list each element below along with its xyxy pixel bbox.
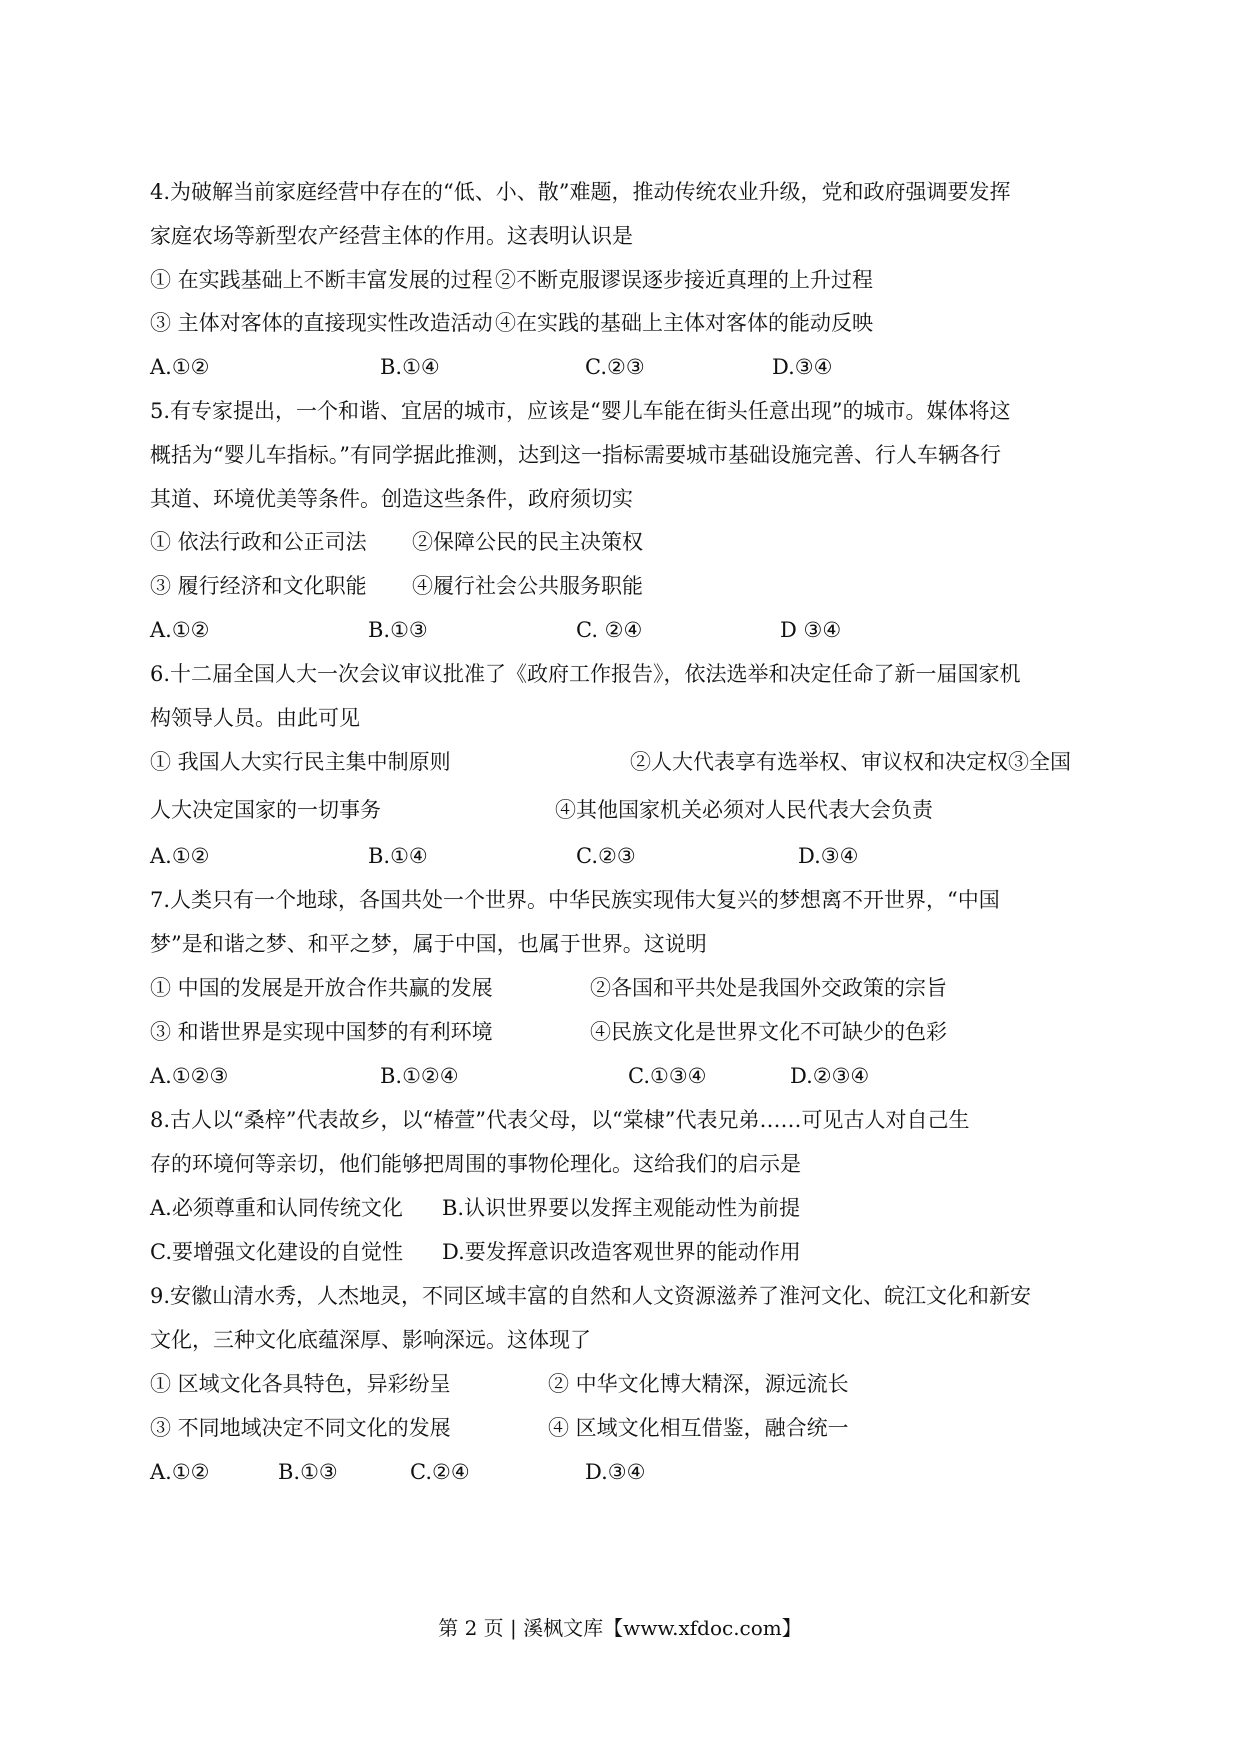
q7-choice-d: D.②③④: [790, 1064, 870, 1088]
q8-choice-b: B.认识世界要以发挥主观能动性为前提: [442, 1196, 801, 1220]
q7-choice-a: A.①②③: [150, 1064, 229, 1088]
q7-statement-2: ②各国和平共处是我国外交政策的宗旨: [590, 976, 947, 1000]
q4-choice-d: D.③④: [772, 355, 833, 379]
q6-statement-4: ④其他国家机关必须对人民代表大会负责: [555, 798, 933, 822]
q6-statement-1: ① 我国人大实行民主集中制原则: [150, 750, 451, 774]
q7-choice-c: C.①③④: [628, 1064, 707, 1088]
q9-statement-1: ① 区域文化各具特色，异彩纷呈: [150, 1372, 451, 1396]
q7-statement-4: ④民族文化是世界文化不可缺少的色彩: [590, 1020, 947, 1044]
q6-statement-3: 人大决定国家的一切事务: [150, 798, 381, 822]
q5-statement-2: ②保障公民的民主决策权: [412, 530, 643, 554]
q6-choice-d: D.③④: [798, 844, 859, 868]
q9-choice-c: C.②④: [410, 1460, 470, 1484]
q8-choice-a: A.必须尊重和认同传统文化: [150, 1196, 403, 1220]
q9-statement-3: ③ 不同地域决定不同文化的发展: [150, 1416, 451, 1440]
q9-statement-4: ④ 区域文化相互借鉴，融合统一: [548, 1416, 849, 1440]
q8-choice-c: C.要增强文化建设的自觉性: [150, 1240, 403, 1264]
q6-choice-b: B.①④: [368, 844, 428, 868]
document-page: 4.为破解当前家庭经营中存在的“低、小、散”难题，推动传统农业升级，党和政府强调要发挥 家庭农场等新型农产经营主体的作用。这表明认识是 ① 在实践基础上不断丰富发展的过程 ②不断克服谬误逐步接近真理的上升过程 ③ 主体对客体的直接现实性改造活动 ④在实践的基础上主体对客体的能动反映 A.①② B.①④ C.②③ D.③④ 5.有专家提出，一个和谐、宜居的城市，应该是“婴儿车能在街头任意出现”的城市。媒体将这 概括为“婴儿车指标。”有同学据此推测，达到这一指标需要城市基础设施完善、行人车辆各行 其道、环境优美等条件。创造这些条件，政府须切实 ① 依法行政和公正司法 ②保障公民的民主决策权 ③ 履行经济和文化职能 ④履行社会公共服务职能 A.①② B.①③ C. ②④ D ③④ 6.十二届全国人大一次会议审议批准了《政府工作报告》，依法选举和决定任命了新一届国家机 构领导人员。由此可见 ① 我国人大实行民主集中制原则 ②人大代表享有选举权、审议权和决定权③全国 人大决定国家的一切事务 ④其他国家机关必须对人民代表大会负责 A.①② B.①④ C.②③ D.③④ 7.人类只有一个地球，各国共处一个世界。中华民族实现伟大复兴的梦想离不开世界，“中国 梦”是和谐之梦、和平之梦，属于中国，也属于世界。这说明 ① 中国的发展是开放合作共赢的发展 ②各国和平共处是我国外交政策的宗旨 ③ 和谐世界是实现中国梦的有利环境 ④民族文化是世界文化不可缺少的色彩 A.①②③ B.①②④ C.①③④ D.②③④ 8.古人以“桑梓”代表故乡，以“椿萱”代表父母，以“棠棣”代表兄弟……可见古人对自己生 存的环境何等亲切，他们能够把周围的事物伦理化。这给我们的启示是 A.必须尊重和认同传统文化 B.认识世界要以发挥主观能动性为前提 C.要增强文化建设的自觉性 D.要发挥意识改造客观世界的能动作用 9.安徽山清水秀，人杰地灵，不同区域丰富的自然和人文资源滋养了淮河文化、皖江文化和新安 文化，三种文化底蕴深厚、影响深远。这体现了 ① 区域文化各具特色，异彩纷呈 ② 中华文化博大精深，源远流长 ③ 不同地域决定不同文化的发展 ④ 区域文化相互借鉴，融合统一 A.①② B.①③ C.②④ D.③④ 第 2 页 | 溪枫文库【www.xfdoc.com】: [0, 0, 1240, 1754]
q6-choice-a: A.①②: [150, 844, 210, 868]
q7-statement-1: ① 中国的发展是开放合作共赢的发展: [150, 976, 493, 1000]
q5-statement-3: ③ 履行经济和文化职能: [150, 574, 367, 598]
q6-statement-2: ②人大代表享有选举权、审议权和决定权③全国: [630, 750, 1071, 774]
q5-choice-b: B.①③: [368, 618, 428, 642]
q9-choice-a: A.①②: [150, 1460, 210, 1484]
q4-statement-3: ③ 主体对客体的直接现实性改造活动: [150, 311, 493, 335]
q4-statement-1: ① 在实践基础上不断丰富发展的过程: [150, 268, 493, 292]
q5-choice-c: C. ②④: [576, 618, 643, 642]
q7-statement-3: ③ 和谐世界是实现中国梦的有利环境: [150, 1020, 493, 1044]
q9-statement-2: ② 中华文化博大精深，源远流长: [548, 1372, 849, 1396]
q8-choice-d: D.要发挥意识改造客观世界的能动作用: [442, 1240, 801, 1264]
q4-choice-b: B.①④: [380, 355, 440, 379]
q4-choice-a: A.①②: [150, 355, 210, 379]
q6-choice-c: C.②③: [576, 844, 636, 868]
q4-statement-4: ④在实践的基础上主体对客体的能动反映: [495, 311, 873, 335]
q4-statement-2: ②不断克服谬误逐步接近真理的上升过程: [495, 268, 873, 292]
q5-statement-1: ① 依法行政和公正司法: [150, 530, 367, 554]
q5-statement-4: ④履行社会公共服务职能: [412, 574, 643, 598]
q9-choice-d: D.③④: [585, 1460, 646, 1484]
q7-choice-b: B.①②④: [380, 1064, 459, 1088]
q9-choice-b: B.①③: [278, 1460, 338, 1484]
page-footer: 第 2 页 | 溪枫文库【www.xfdoc.com】: [438, 1616, 802, 1640]
q5-choice-a: A.①②: [150, 618, 210, 642]
q4-choice-c: C.②③: [585, 355, 645, 379]
q5-choice-d: D ③④: [780, 618, 842, 642]
